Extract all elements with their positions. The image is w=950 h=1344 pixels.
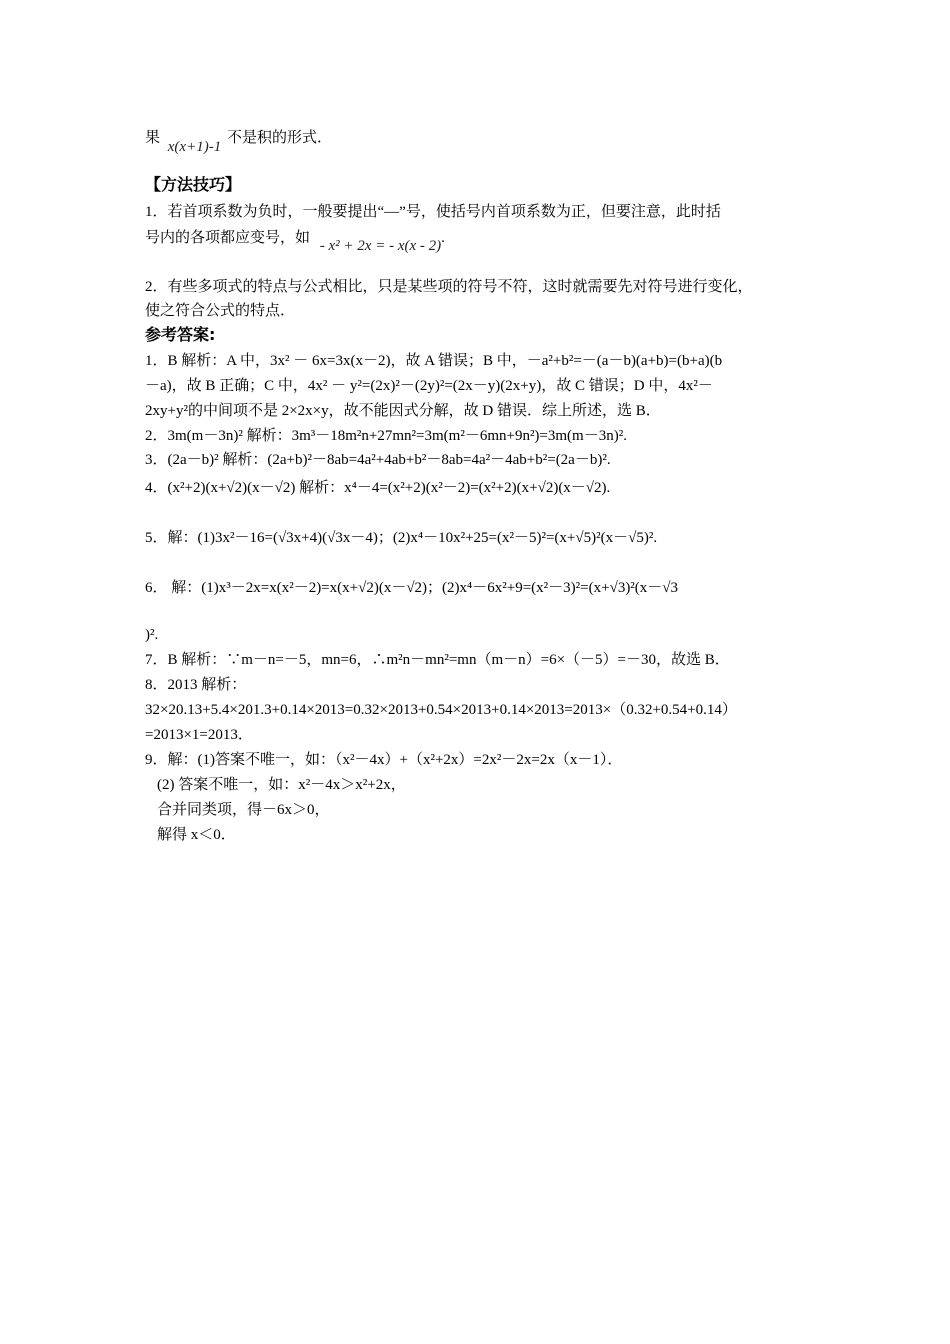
top-prefix: 果 [145,130,161,146]
answer-8-line-1: 8．2013 解析： [145,677,247,693]
answer-6-line-1: 6． 解：(1)x³－2x=x(x²－2)=x(x+√2)(x－√2)；(2)x⁴－6x²+9=(x²－3)²=(x+√3)²(x－√3 [145,580,679,596]
top-formula: x(x+1)-1 [167,139,222,155]
method-1-line-2 [145,228,445,254]
answers-heading: 参考答案: [145,325,216,344]
method-1-line-1: 1．若首项系数为负时，一般要提出“—”号，使括号内首项系数为正，但要注意，此时括 [145,204,721,220]
answer-5: 5．解：(1)3x²－16=(√3x+4)(√3x－4)；(2)x⁴－10x²+25=(x²－5)²=(x+√5)²(x－√5)². [145,530,658,546]
answer-2: 2．3m(m－3n)² 解析：3m³－18m²n+27mn²=3m(m²－6mn+9n²)=3m(m－3n)². [145,428,627,444]
answer-3: 3．(2a－b)² 解析：(2a+b)²－8ab=4a²+4ab+b²－8ab=4a²－4ab+b²=(2a－b)². [145,452,611,468]
answer-1-line-2: －a)，故 B 正确；C 中，4x² － y²=(2x)²－(2y)²=(2x－y)(2x+y)，故 C 错误；D 中，4x²－ [145,378,713,394]
method-1-end: . [441,230,445,246]
answer-8-line-2: 32×20.13+5.4×201.3+0.14×2013=0.32×2013+0.54×2013+0.14×2013=2013×（0.32+0.54+0.14） [145,702,737,718]
answer-9-line-2: (2) 答案不唯一，如：x²－4x＞x²+2x， [157,777,406,793]
answer-4: 4．(x²+2)(x+√2)(x－√2) 解析：x⁴－4=(x²+2)(x²－2)=(x²+2)(x+√2)(x－√2). [145,480,611,496]
answer-1-line-1: 1．B 解析：A 中，3x² － 6x=3x(x－2)，故 A 错误；B 中，－a²+b²=－(a－b)(a+b)=(b+a)(b [145,353,723,369]
answer-7: 7．B 解析：∵m－n=－5，mn=6，∴m²n－mn²=mn（m－n）=6×（－5）=－30，故选 B． [145,652,730,668]
method-1-formula: - x² + 2x = - x(x - 2) [319,238,442,254]
answer-9-line-4: 解得 x＜0． [157,827,236,843]
top-suffix: 不是积的形式． [226,130,332,146]
method-1-text: 号内的各项都应变号，如 [145,230,311,246]
answer-1-line-3: 2xy+y²的中间项不是 2×2x×y，故不能因式分解，故 D 错误．综上所述，选 B． [145,403,661,419]
method-2-line-2: 使之符合公式的特点． [145,303,296,319]
method-2-line-1: 2．有些多项式的特点与公式相比，只是某些项的符号不符，这时就需要先对符号进行变化， [145,279,753,295]
answer-9-line-3: 合并同类项，得－6x＞0， [157,802,330,818]
top-line [145,128,332,155]
answer-8-line-3: =2013×1=2013． [145,727,253,743]
answer-6-line-2: )². [145,627,159,643]
methods-heading: 【方法技巧】 [145,177,242,194]
answer-9-line-1: 9．解：(1)答案不唯一，如：（x²－4x）+（x²+2x）=2x²－2x=2x（x－1）． [145,752,623,768]
